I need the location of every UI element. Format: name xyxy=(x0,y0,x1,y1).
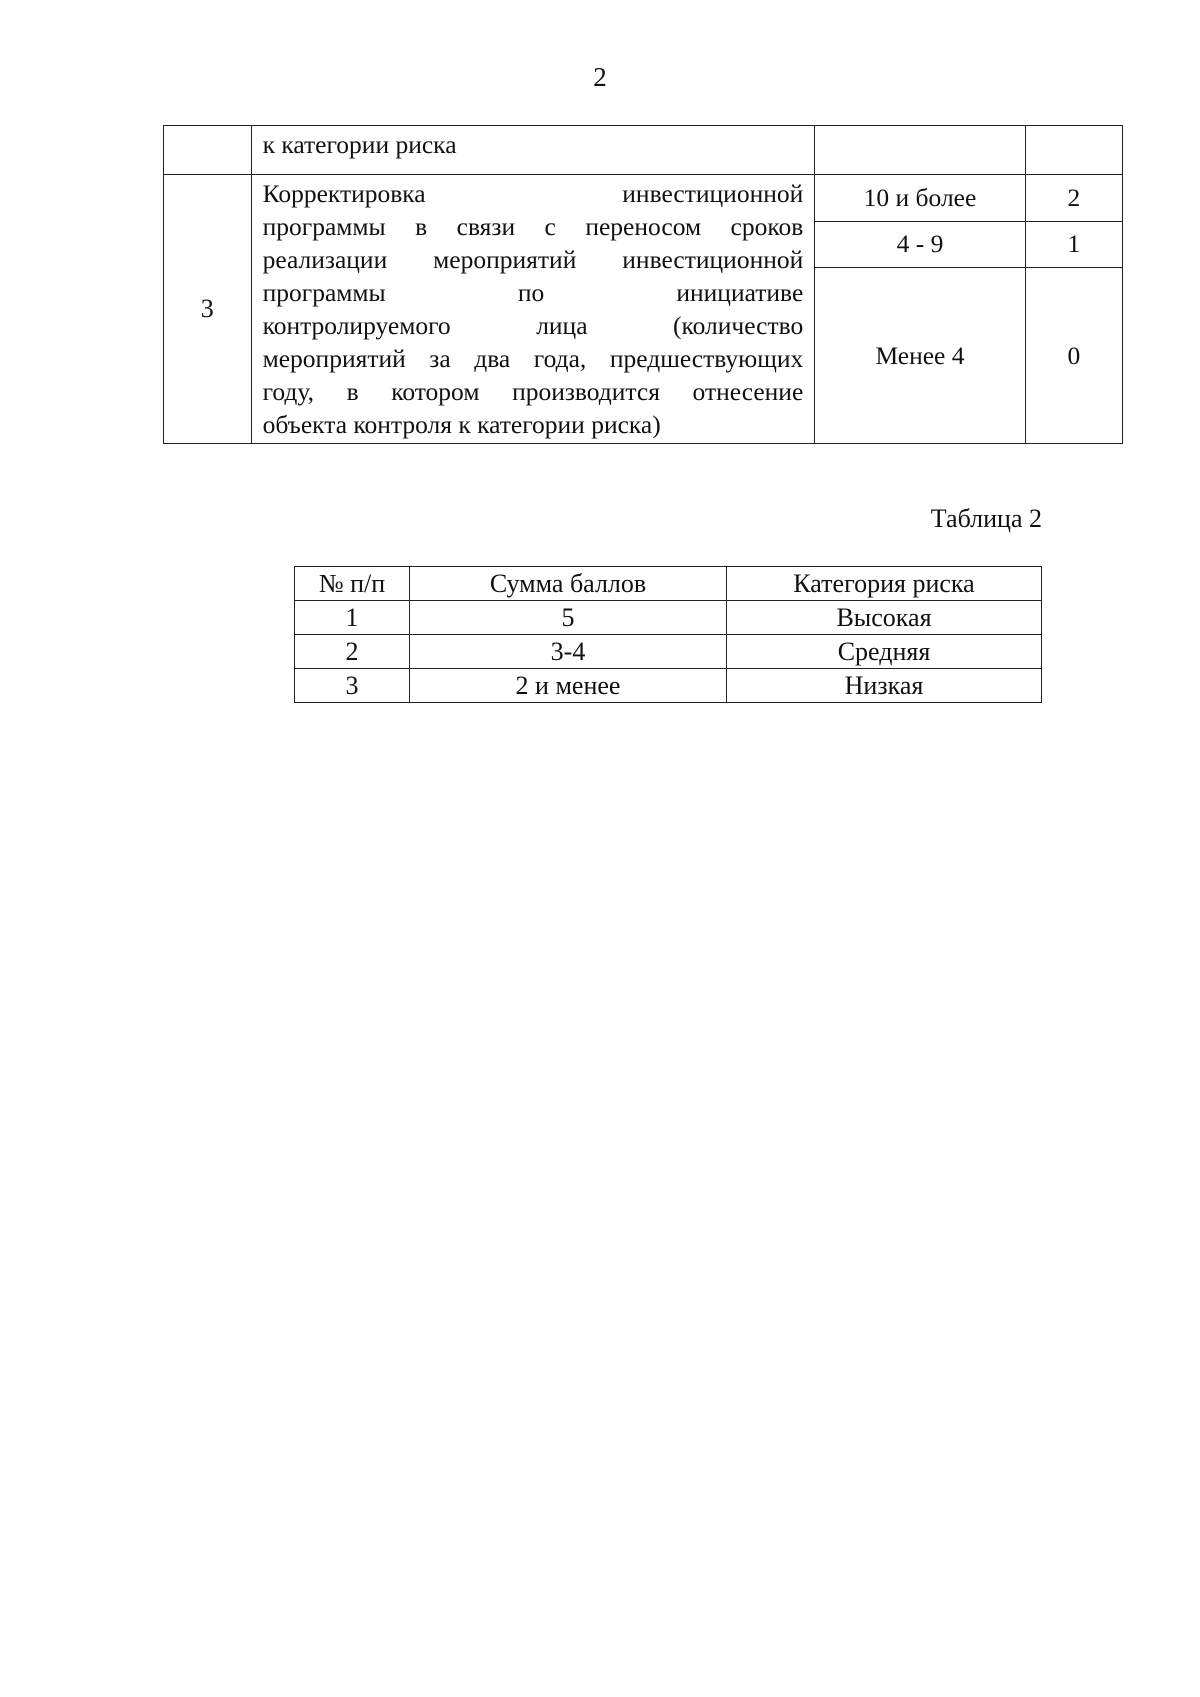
table-row xyxy=(164,175,1123,222)
criterion-value: Менее 4 xyxy=(815,268,1025,444)
column-header: № п/п xyxy=(295,567,410,601)
table-caption: Таблица 2 xyxy=(930,504,1042,533)
risk-criteria-table xyxy=(163,125,1123,444)
risk-category-table xyxy=(294,566,1042,703)
table-cell: Низкая xyxy=(727,669,1042,703)
table-cell: Высокая xyxy=(727,601,1042,635)
table-cell-text: к категории риска xyxy=(251,126,815,175)
table-cell-value xyxy=(815,126,1025,175)
column-header: Категория риска xyxy=(727,567,1042,601)
table-cell: 2 xyxy=(295,635,410,669)
description-line: Корректировка инвестиционной xyxy=(262,179,804,208)
criterion-value: 10 и более xyxy=(815,175,1025,222)
table-cell: 2 и менее xyxy=(410,669,727,703)
criterion-score: 1 xyxy=(1025,221,1122,268)
page-number: 2 xyxy=(593,62,607,92)
description-line: мероприятий за два года, предшествующих xyxy=(262,344,804,373)
item-description xyxy=(251,175,815,444)
criterion-score: 0 xyxy=(1025,268,1122,444)
table-header-row xyxy=(295,567,1042,601)
description-line: реализации мероприятий инвестиционной xyxy=(262,245,804,274)
description-line: году, в котором производится отнесение xyxy=(262,377,804,406)
table-row xyxy=(295,669,1042,703)
table-cell-score xyxy=(1025,126,1122,175)
table-row xyxy=(295,635,1042,669)
table-cell: 3-4 xyxy=(410,635,727,669)
description-line: объекта контроля к категории риска) xyxy=(262,410,661,439)
table-cell: 1 xyxy=(295,601,410,635)
table-row xyxy=(164,126,1123,175)
criterion-score: 2 xyxy=(1025,175,1122,222)
column-header: Сумма баллов xyxy=(410,567,727,601)
table-cell: 5 xyxy=(410,601,727,635)
description-line: программы в связи с переносом сроков xyxy=(262,212,804,241)
table-cell-number xyxy=(164,126,252,175)
table-cell: 3 xyxy=(295,669,410,703)
table-cell: Средняя xyxy=(727,635,1042,669)
item-number: 3 xyxy=(164,175,252,444)
table-row xyxy=(295,601,1042,635)
description-line: контролируемого лица (количество xyxy=(262,311,804,340)
criterion-value: 4 - 9 xyxy=(815,221,1025,268)
description-line: программы по инициативе xyxy=(262,278,804,307)
